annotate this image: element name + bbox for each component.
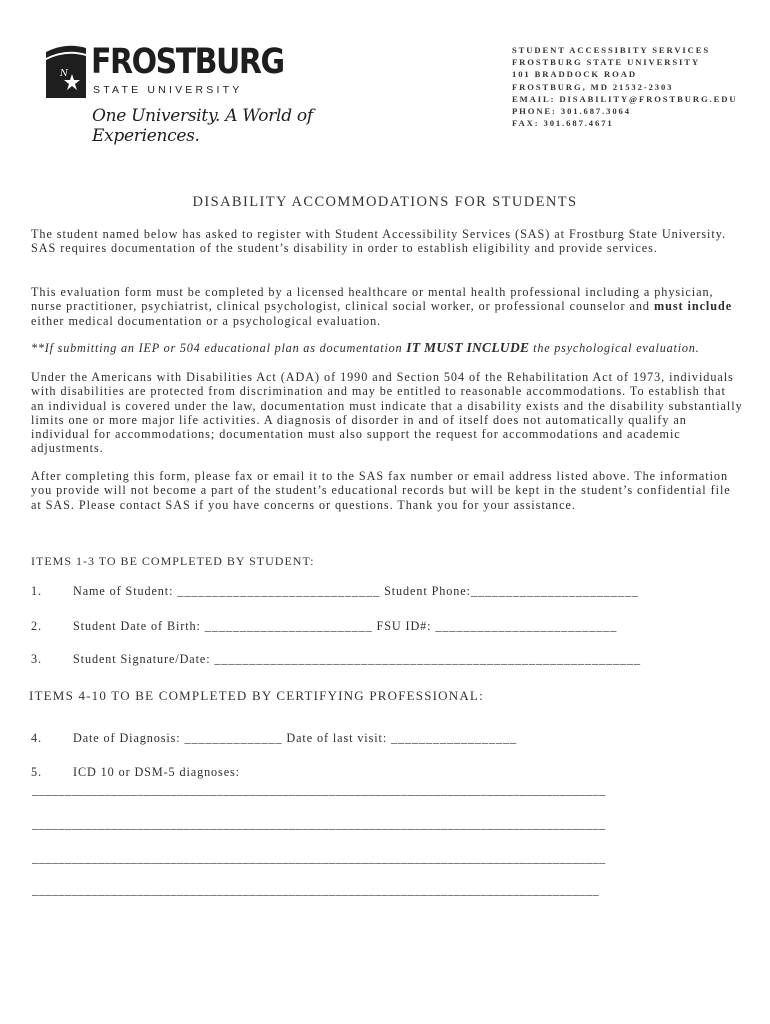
ada-paragraph: Under the Americans with Disabilities Act (ADA) of 1990 and Section 504 of the Rehabilitation Act of 1973, individuals with disabilities are protected from discrimination and may be entitled to reasonable accommodations. To establish that an individual is covered under the law, documentation must indicate that a disability exists and the disability substantially limits one or more major life activities. A diagnosis of disorder in and of itself does not automatically qualify an individual for accommodations; documentation must also support the request for accommodations and academic adjustments. [31, 370, 743, 456]
iep-note [31, 341, 743, 355]
iep-note-emphasis: IT MUST INCLUDE [406, 340, 530, 355]
diagnosis-line-2[interactable]: _______________________________________________________________________________________ [32, 817, 606, 831]
evaluation-paragraph [31, 285, 743, 328]
item-number: 5. [31, 765, 42, 779]
contact-office: STUDENT ACCESSIBITY SERVICES [512, 45, 711, 55]
iep-note-start: **If submitting an IEP or 504 educational plan as documentation [31, 341, 407, 355]
item-number: 1. [31, 584, 42, 598]
svg-text:N: N [60, 69, 68, 79]
after-completing-paragraph: After completing this form, please fax or email it to the SAS fax number or email address listed above. The information you provide will not become a part of the student’s educational records but will be kept in the student’s confidential file at SAS. Please contact SAS if you have concerns or questions. Thank you for your assistance. [31, 469, 731, 512]
item-label: Student Date of Birth: ________________________ FSU ID#: __________________________ [73, 619, 618, 633]
evaluation-text-start: This evaluation form must be completed by a licensed healthcare or mental health professional including a physician, nurse practitioner, psychiatrist, clinical psychologist, clinical social worker, or professional counselor and [31, 285, 714, 314]
diagnosis-line-4[interactable]: ______________________________________________________________________________________ [32, 883, 600, 897]
student-name-phone-field[interactable] [31, 584, 639, 599]
diagnosis-dates-field[interactable] [31, 731, 517, 746]
item-label: Student Signature/Date: _____________________________________________________________ [73, 652, 642, 666]
frostburg-shield-icon [44, 44, 86, 100]
item-number: 2. [31, 619, 42, 633]
contact-university: FROSTBURG STATE UNIVERSITY [512, 57, 701, 68]
evaluation-emphasis: must include [653, 299, 733, 314]
student-signature-field[interactable] [31, 652, 641, 667]
university-logo [44, 42, 384, 146]
item-label: Date of Diagnosis: ______________ Date of last visit: __________________ [73, 731, 517, 745]
professional-section-heading: ITEMS 4-10 TO BE COMPLETED BY CERTIFYING PROFESSIONAL: [29, 688, 484, 703]
intro-paragraph: The student named below has asked to register with Student Accessibility Services (SAS) at Frostburg State University. SAS requires documentation of the student’s disability in order to establish eligibility and provide services. [31, 227, 726, 256]
evaluation-text-end: either medical documentation or a psychological evaluation. [31, 313, 382, 328]
item-number: 4. [31, 731, 42, 745]
contact-city: FROSTBURG, MD 21532-2303 [512, 81, 674, 92]
item-label: ICD 10 or DSM-5 diagnoses: [73, 765, 240, 779]
item-number: 3. [31, 652, 42, 666]
logo-subtitle: STATE UNIVERSITY [93, 84, 243, 96]
contact-email: EMAIL: DISABILITY@FROSTBURG.EDU [512, 93, 738, 104]
iep-note-end: the psychological evaluation. [529, 341, 700, 355]
item-label: Name of Student: _____________________________ Student Phone:________________________ [73, 584, 639, 598]
contact-street: 101 BRADDOCK ROAD [512, 69, 637, 80]
diagnosis-line-3[interactable]: _______________________________________________________________________________________ [32, 851, 606, 865]
logo-wordmark: FROSTBURG [91, 42, 284, 83]
logo-tagline: One University. A World of Experiences. [92, 106, 313, 146]
contact-block [512, 44, 737, 129]
diagnosis-line-1[interactable]: _______________________________________________________________________________________ [32, 783, 606, 797]
contact-fax: FAX: 301.687.4671 [512, 118, 614, 129]
diagnoses-label [31, 765, 240, 780]
student-dob-id-field[interactable] [31, 619, 617, 634]
contact-phone: PHONE: 301.687.3064 [512, 106, 631, 117]
page-title: DISABILITY ACCOMMODATIONS FOR STUDENTS [192, 194, 578, 210]
student-section-heading: ITEMS 1-3 TO BE COMPLETED BY STUDENT: [31, 554, 315, 568]
